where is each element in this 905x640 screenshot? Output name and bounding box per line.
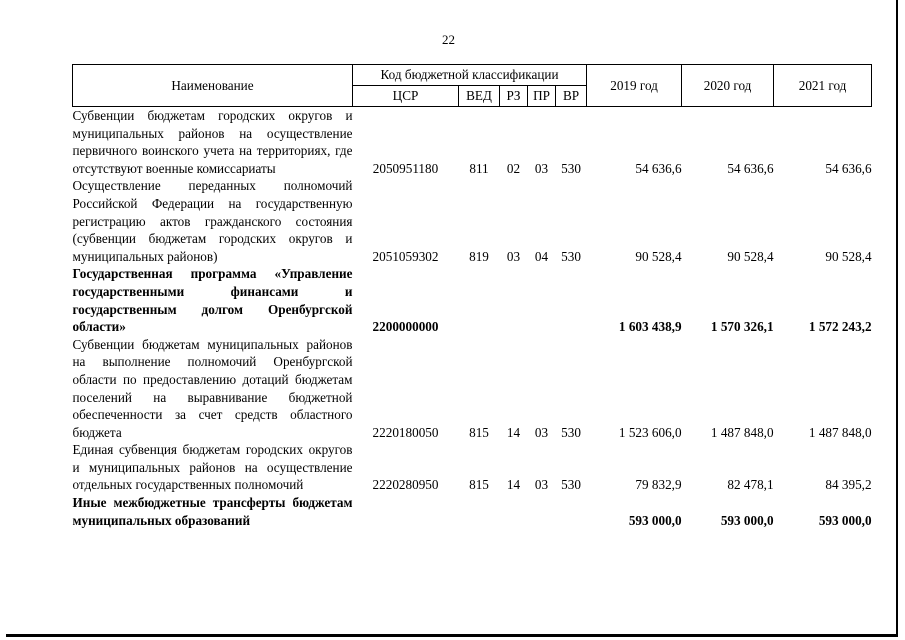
row-pr: [528, 494, 556, 529]
header-rz: РЗ: [500, 86, 528, 107]
header-ved: ВЕД: [459, 86, 500, 107]
header-code-group: Код бюджетной классификации: [353, 65, 587, 86]
row-2021: 1 487 848,0: [808, 424, 872, 440]
row-csr: [353, 494, 459, 529]
row-2019: 593 000,0: [628, 512, 682, 528]
table-row: [73, 177, 872, 265]
row-ved: 819: [469, 248, 489, 264]
row-vr: [556, 265, 587, 335]
row-pr: 04: [534, 248, 549, 264]
row-csr: 2220280950: [372, 477, 439, 493]
row-2019: 1 603 438,9: [618, 319, 682, 335]
row-vr: [556, 494, 587, 529]
row-rz: 02: [506, 160, 521, 176]
budget-table: [72, 64, 872, 529]
header-vr: ВР: [556, 86, 587, 107]
row-csr: 2220180050: [372, 424, 439, 440]
row-csr: 2051059302: [372, 248, 439, 264]
row-pr: 03: [534, 477, 549, 493]
row-2019: 90 528,4: [635, 248, 682, 264]
header-name: Наименование: [73, 65, 353, 107]
row-ved: [459, 265, 500, 335]
table-row: [73, 265, 872, 335]
row-2021: 1 572 243,2: [808, 319, 872, 335]
header-2019: 2019 год: [587, 65, 682, 107]
row-2021: 593 000,0: [818, 512, 872, 528]
row-ved: 811: [469, 160, 489, 176]
row-vr: 530: [561, 477, 581, 493]
row-2019: 1 523 606,0: [618, 424, 682, 440]
row-2021: 90 528,4: [825, 248, 872, 264]
row-name: Иные межбюджетные трансферты бюджетам муниципальных образований: [72, 495, 353, 528]
table-row: [73, 107, 872, 178]
row-rz: 14: [506, 477, 521, 493]
row-2021: 84 395,2: [825, 477, 872, 493]
row-rz: [500, 265, 528, 335]
row-2021: 54 636,6: [825, 160, 872, 176]
row-2020: 82 478,1: [727, 477, 774, 493]
row-2020: 90 528,4: [727, 248, 774, 264]
row-name: Субвенции бюджетам муниципальных районов на выполнение полномочий Оренбургской области по предоставлению дотаций бюджетам поселений на выравнивание бюджетной обеспеченности за счет средств областного бюджета: [72, 336, 353, 440]
row-pr: [528, 265, 556, 335]
row-vr: 530: [561, 160, 581, 176]
page-number: 22: [442, 32, 455, 47]
page-right-border: [896, 0, 898, 637]
table-row: [73, 441, 872, 494]
row-2020: 1 487 848,0: [710, 424, 774, 440]
row-2020: 593 000,0: [720, 512, 774, 528]
row-name: Субвенции бюджетам городских округов и муниципальных районов на осуществление первичного воинского учета на территориях, где отсутствуют военные комиссариаты: [72, 108, 353, 176]
page-bottom-border: [6, 634, 896, 637]
table-row: [73, 494, 872, 529]
row-name: Государственная программа «Управление государственными финансами и государственным долгом Оренбургской области»: [72, 266, 353, 335]
row-rz: 14: [506, 424, 521, 440]
row-2019: 79 832,9: [635, 477, 682, 493]
row-ved: [459, 494, 500, 529]
row-2020: 54 636,6: [727, 160, 774, 176]
row-2019: 54 636,6: [635, 160, 682, 176]
header-pr: ПР: [528, 86, 556, 107]
row-ved: 815: [469, 477, 489, 493]
row-pr: 03: [534, 160, 549, 176]
header-csr: ЦСР: [353, 86, 459, 107]
header-2021: 2021 год: [774, 65, 872, 107]
row-vr: 530: [561, 424, 581, 440]
row-csr: 2200000000: [372, 319, 439, 335]
header-2020: 2020 год: [682, 65, 774, 107]
row-vr: 530: [561, 248, 581, 264]
row-ved: 815: [469, 424, 489, 440]
row-csr: 2050951180: [372, 160, 439, 176]
row-rz: 03: [506, 248, 521, 264]
row-name: Единая субвенция бюджетам городских округов и муниципальных районов на осуществление отдельных государственных полномочий: [72, 442, 353, 493]
row-pr: 03: [534, 424, 549, 440]
row-name: Осуществление переданных полномочий Российской Федерации на государственную регистрацию актов гражданского состояния (субвенции бюджетам городских округов и муниципальных районов): [72, 178, 353, 264]
table-row: [73, 336, 872, 442]
row-2020: 1 570 326,1: [710, 319, 774, 335]
row-rz: [500, 494, 528, 529]
